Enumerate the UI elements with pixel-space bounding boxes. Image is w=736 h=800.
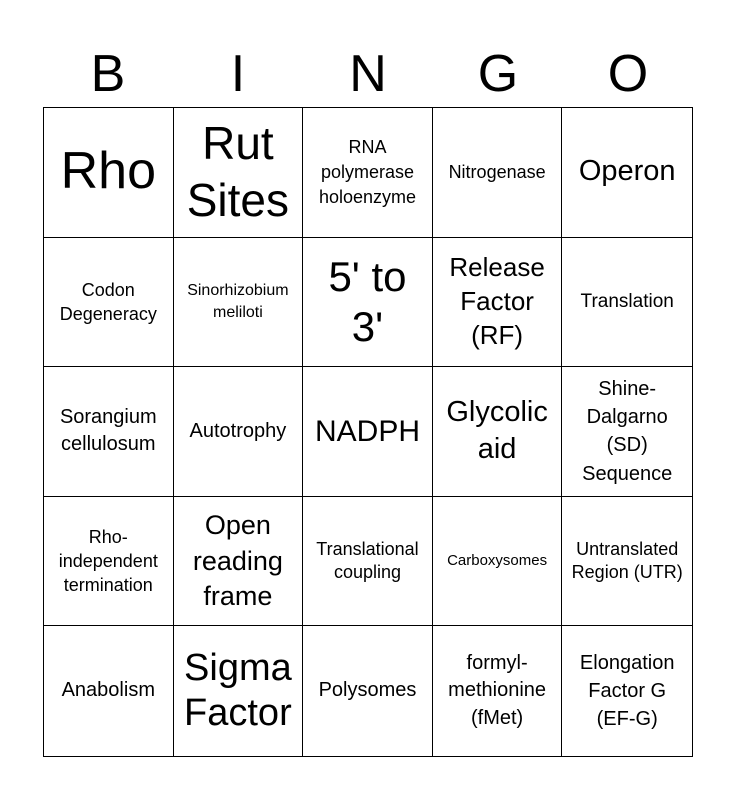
- header-letter-i: I: [230, 45, 246, 103]
- cell-label: Shine-Dalgarno (SD) Sequence: [582, 377, 673, 485]
- bingo-cell[interactable]: [303, 108, 433, 238]
- cell-label: Elongation Factor G (EF-G): [579, 652, 675, 731]
- bingo-cell[interactable]: [433, 108, 563, 238]
- bingo-cell[interactable]: [44, 367, 174, 497]
- cell-label: Sigma Factor: [184, 647, 292, 735]
- bingo-cell[interactable]: [44, 238, 174, 368]
- cell-label: Translation: [580, 290, 674, 312]
- bingo-cell[interactable]: [44, 108, 174, 238]
- bingo-cell[interactable]: [303, 497, 433, 627]
- cell-label: Polysomes: [318, 679, 417, 702]
- cell-label: NADPH: [314, 414, 420, 448]
- bingo-header: [43, 40, 693, 108]
- bingo-cell[interactable]: [562, 108, 692, 238]
- cell-label: Translational coupling: [316, 538, 419, 583]
- cell-label: formyl-methionine (fMet): [448, 651, 547, 729]
- cell-label: Glycolic aid: [446, 395, 548, 466]
- cell-label: Anabolism: [61, 679, 155, 702]
- cell-label: Open reading frame: [192, 510, 283, 611]
- bingo-cell[interactable]: [562, 497, 692, 627]
- bingo-cell[interactable]: [433, 238, 563, 368]
- bingo-cell[interactable]: [174, 626, 304, 756]
- bingo-cell[interactable]: [303, 238, 433, 368]
- bingo-cell[interactable]: [562, 238, 692, 368]
- cell-label: Sorangium cellulosum: [59, 405, 157, 456]
- bingo-cell[interactable]: [174, 497, 304, 627]
- cell-label: Sinorhizobium meliloti: [187, 282, 289, 321]
- bingo-cell[interactable]: [562, 367, 692, 497]
- bingo-cell[interactable]: [562, 626, 692, 756]
- cell-label: Untranslated Region (UTR): [571, 538, 683, 583]
- header-letter-b: B: [90, 45, 126, 103]
- bingo-cell[interactable]: [303, 626, 433, 756]
- bingo-cell[interactable]: [174, 238, 304, 368]
- cell-label: RNA polymerase holoenzyme: [318, 136, 417, 207]
- header-letter-n: N: [349, 45, 387, 103]
- bingo-cell[interactable]: [44, 497, 174, 627]
- bingo-cell[interactable]: [174, 367, 304, 497]
- cell-label: Codon Degeneracy: [59, 279, 157, 324]
- cell-label: Autotrophy: [189, 419, 287, 442]
- cell-label: 5' to 3': [328, 253, 407, 350]
- bingo-cell[interactable]: [44, 626, 174, 756]
- cell-label: Rho-independent termination: [58, 526, 158, 596]
- cell-label: Operon: [578, 155, 676, 188]
- bingo-cell[interactable]: [433, 626, 563, 756]
- header-letter-g: G: [477, 45, 519, 103]
- cell-label: Carboxysomes: [447, 552, 548, 570]
- cell-label: Rho: [60, 142, 156, 201]
- bingo-cell[interactable]: [174, 108, 304, 238]
- cell-label: Release Factor (RF): [449, 252, 545, 350]
- bingo-grid: [43, 107, 693, 757]
- bingo-cell[interactable]: [303, 367, 433, 497]
- bingo-cell[interactable]: [433, 497, 563, 627]
- cell-label: Nitrogenase: [448, 161, 546, 182]
- bingo-cell[interactable]: [433, 367, 563, 497]
- header-letter-o: O: [607, 45, 649, 103]
- cell-label: Rut Sites: [186, 116, 290, 227]
